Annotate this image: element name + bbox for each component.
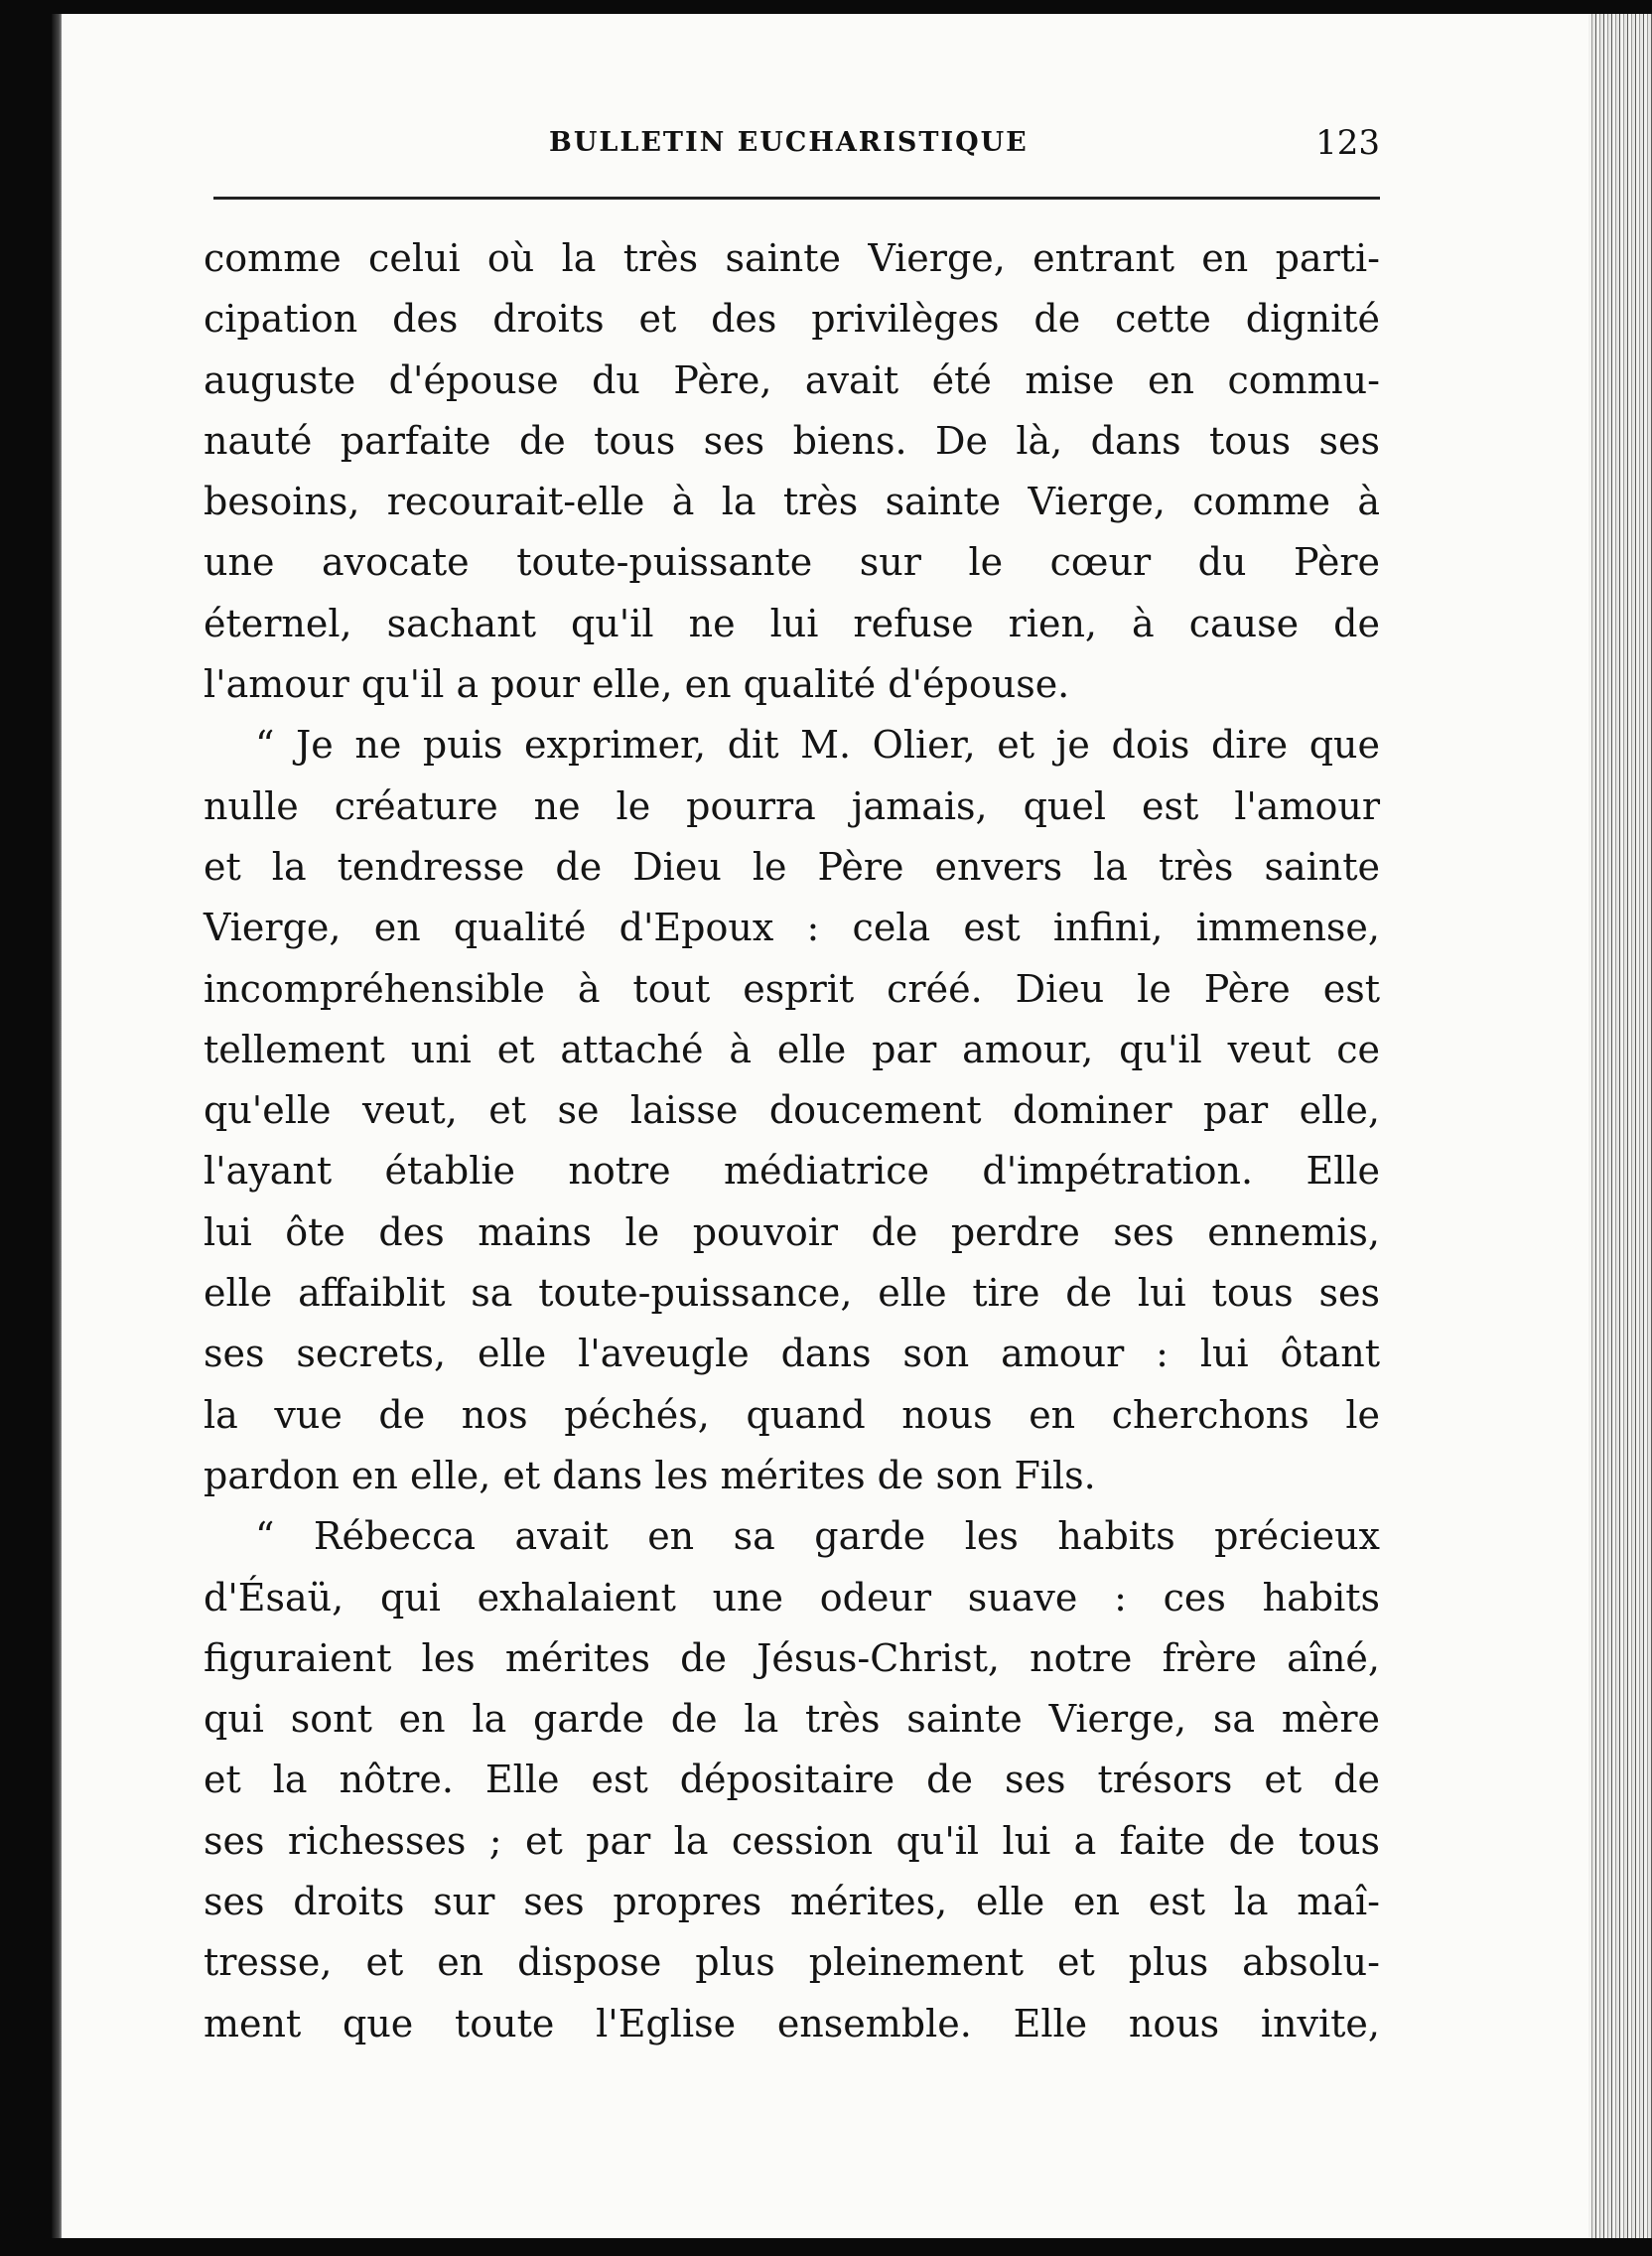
text-line: cipation des droits et des privilèges de cette dignité [204,297,1380,342]
text-line: nulle créature ne le pourra jamais, quel est l'amour [204,783,1380,828]
text-line: “ Je ne puis exprimer, dit M. Olier, et je dois dire que [255,723,1380,768]
text-line: besoins, recourait-elle à la très sainte Vierge, comme à [204,480,1380,524]
text-line: ses droits sur ses propres mérites, elle en est la maî- [204,1880,1380,1924]
text-line: d'Ésaü, qui exhalaient une odeur suave : ces habits [204,1575,1380,1620]
text-line: “ Rébecca avait en sa garde les habits précieux [255,1514,1380,1559]
text-line: nauté parfaite de tous ses biens. De là, dans tous ses [204,418,1380,463]
text-line: qui sont en la garde de la très sainte Vierge, sa mère [204,1697,1380,1742]
text-line: la vue de nos péchés, quand nous en cherchons le [204,1392,1380,1437]
text-line: auguste d'épouse du Père, avait été mise en commu- [204,357,1380,402]
text-line: une avocate toute-puissante sur le cœur du Père [204,540,1380,585]
text-line: tresse, et en dispose plus pleinement et plus absolu- [204,1940,1380,1985]
running-title: BULLETIN EUCHARISTIQUE [549,127,1029,158]
text-line: et la tendresse de Dieu le Père envers la très sainte [204,844,1380,889]
text-line: pardon en elle, et dans les mérites de son Fils. [204,1453,1096,1497]
text-line: incompréhensible à tout esprit créé. Dieu le Père est [204,966,1380,1011]
text-line: Vierge, en qualité d'Epoux : cela est infini, immense, [204,906,1380,950]
text-line: lui ôte des mains le pouvoir de perdre ses ennemis, [204,1209,1380,1254]
body-text [204,228,1380,2054]
text-line: ses secrets, elle l'aveugle dans son amour : lui ôtant [204,1332,1380,1376]
text-line: l'amour qu'il a pour elle, en qualité d'épouse. [204,662,1070,707]
text-line: qu'elle veut, et se laisse doucement dominer par elle, [204,1088,1380,1133]
text-line: elle affaiblit sa toute-puissance, elle tire de lui tous ses [204,1271,1380,1316]
text-line: ses richesses ; et par la cession qu'il lui a faite de tous [204,1818,1380,1863]
text-line: comme celui où la très sainte Vierge, entrant en parti- [204,236,1380,280]
text-line: et la nôtre. Elle est dépositaire de ses trésors et de [204,1758,1380,1802]
text-line: l'ayant établie notre médiatrice d'impétration. Elle [204,1149,1380,1194]
page-edges [1588,14,1652,2238]
page-header [213,115,1380,175]
header-rule [213,197,1380,200]
text-line: ment que toute l'Eglise ensemble. Elle nous invite, [204,2001,1380,2045]
text-line: éternel, sachant qu'il ne lui refuse rien, à cause de [204,601,1380,645]
text-line: tellement uni et attaché à elle par amour, qu'il veut ce [204,1027,1380,1071]
text-line: figuraient les mérites de Jésus-Christ, notre frère aîné, [204,1635,1380,1680]
page-number: 123 [1315,123,1380,163]
